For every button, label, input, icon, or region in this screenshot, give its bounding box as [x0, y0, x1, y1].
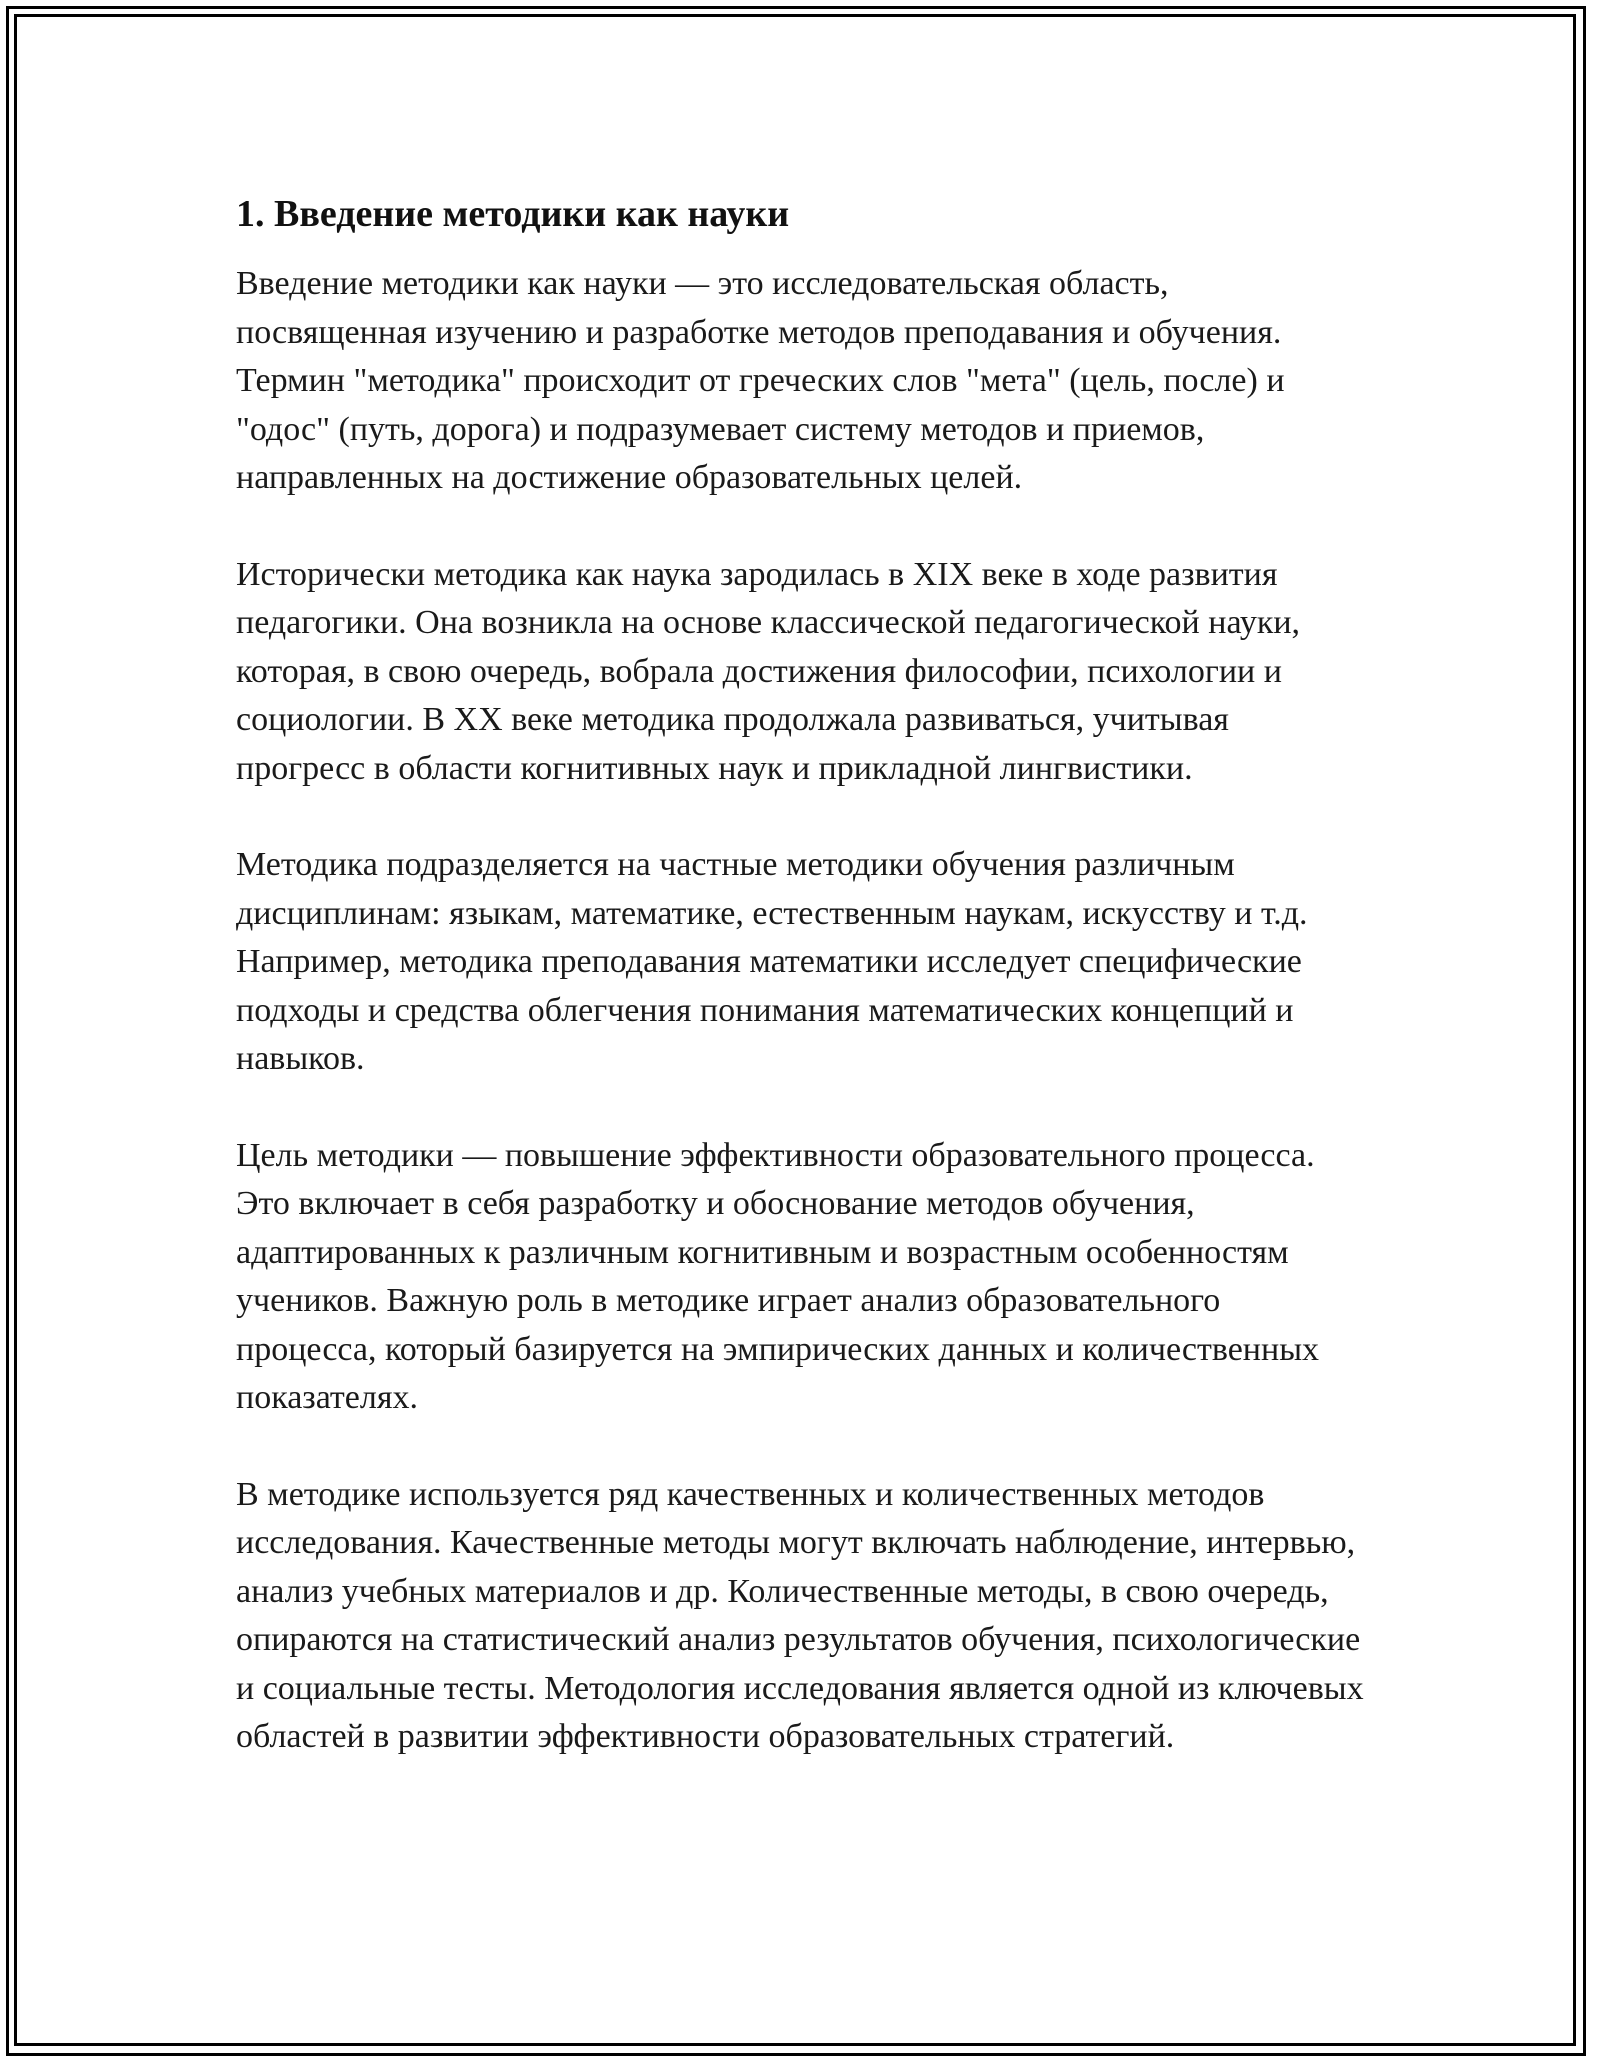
paragraph-goal: Цель методики — повышение эффективности образовательного процесса. Это включает в себя разработку и обоснование методов обучения, адаптированных к различным когнитивным и возрастным особенностям учеников. Важную роль в методике играет анализ образовательного процесса, который базируется на эмпирических данных и количественных показателях. [236, 1136, 1320, 1416]
paragraph-definition: Введение методики как науки — это исследовательская область, посвященная изучению и разработке методов преподавания и обучения. Термин "методика" происходит от греческих слов "мета" (цель, после) и "одос" (путь, дорога) и подразумевает систему методов и приемов, направленных на достижение образовательных целей. [236, 265, 1285, 496]
paragraph-history: Исторически методика как наука зародилась в XIX веке в ходе развития педагогики. Она возникла на основе классической педагогической науки, которая, в свою очередь, вобрала достижения философии, психологии и социологии. В XX веке методика продолжала развиваться, учитывая прогресс в области когнитивных наук и прикладной лингвистики. [236, 555, 1301, 787]
section-heading: 1. Введение методики как науки [236, 193, 790, 235]
paragraph-research-methods: В методике используется ряд качественных и количественных методов исследования. Качественные методы могут включать наблюдение, интервью, анализ учебных материалов и др. Количественные методы, в свою очередь, опираются на статистический анализ результатов обучения, психологические и социальные тесты. Методология исследования является одной из ключевых областей в развитии эффективности образовательных стратегий. [236, 1475, 1364, 1755]
document-body [236, 186, 1366, 1810]
paragraph-subdivisions: Методика подразделяется на частные методики обучения различным дисциплинам: языкам, математике, естественным наукам, искусству и т.д. Например, методика преподавания математики исследует специфические подходы и средства облегчения понимания математических концепций и навыков. [236, 846, 1308, 1077]
